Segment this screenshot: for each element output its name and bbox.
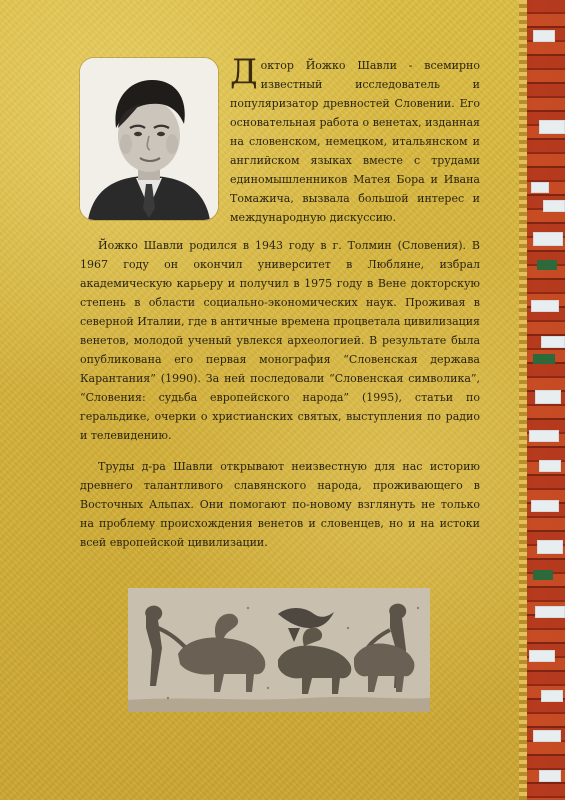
intro-paragraph <box>230 52 480 227</box>
biography-text <box>80 236 480 564</box>
drop-cap: Д <box>230 52 258 92</box>
brick-highlights <box>529 0 565 800</box>
relief-illustration <box>128 588 430 712</box>
author-portrait <box>80 58 218 220</box>
ancient-relief-image <box>128 588 430 712</box>
paragraph-biography: Йожко Шавли родился в 1943 году в г. Толмин (Словения). В 1967 году он окончил университет в Любляне, избрал академическую карьеру и получил в 1975 году в Вене докторскую степень в области социально-экономических наук. Проживая в северной Италии, где в античные времена процветала цивилизация венетов, молодой ученый увлекся археологией. В результате была опубликована его первая монография “Словенская держава Карантания” (1990). За ней последовали “Словенская символика”, “Словения: судьба европейского народа” (1995), статьи по геральдике, очерки о христианских святых, выступления по радио и телевидению. <box>80 239 480 442</box>
paragraph-significance: Труды д-ра Шавли открывают неизвестную для нас историю древнего талантливого славянского народа, проживающего в Восточных Альпах. Они помогают по-новому взглянуть не только на проблему происхождения венетов и словенцев, но и на истоки всей европейской цивилизации. <box>80 460 480 549</box>
portrait-illustration <box>80 58 218 220</box>
intro-text: октор Йожко Шавли - всемирно известный исследователь и популяризатор древностей Словении. Его основательная работа о венетах, изданная на словенском, немецком, итальянском и английском языках вместе с трудами единомышленников Матея Бора и Ивана Томажича, вызвала большой интерес и международную дискуссию. <box>230 59 480 224</box>
strip-edge-border <box>519 0 527 800</box>
